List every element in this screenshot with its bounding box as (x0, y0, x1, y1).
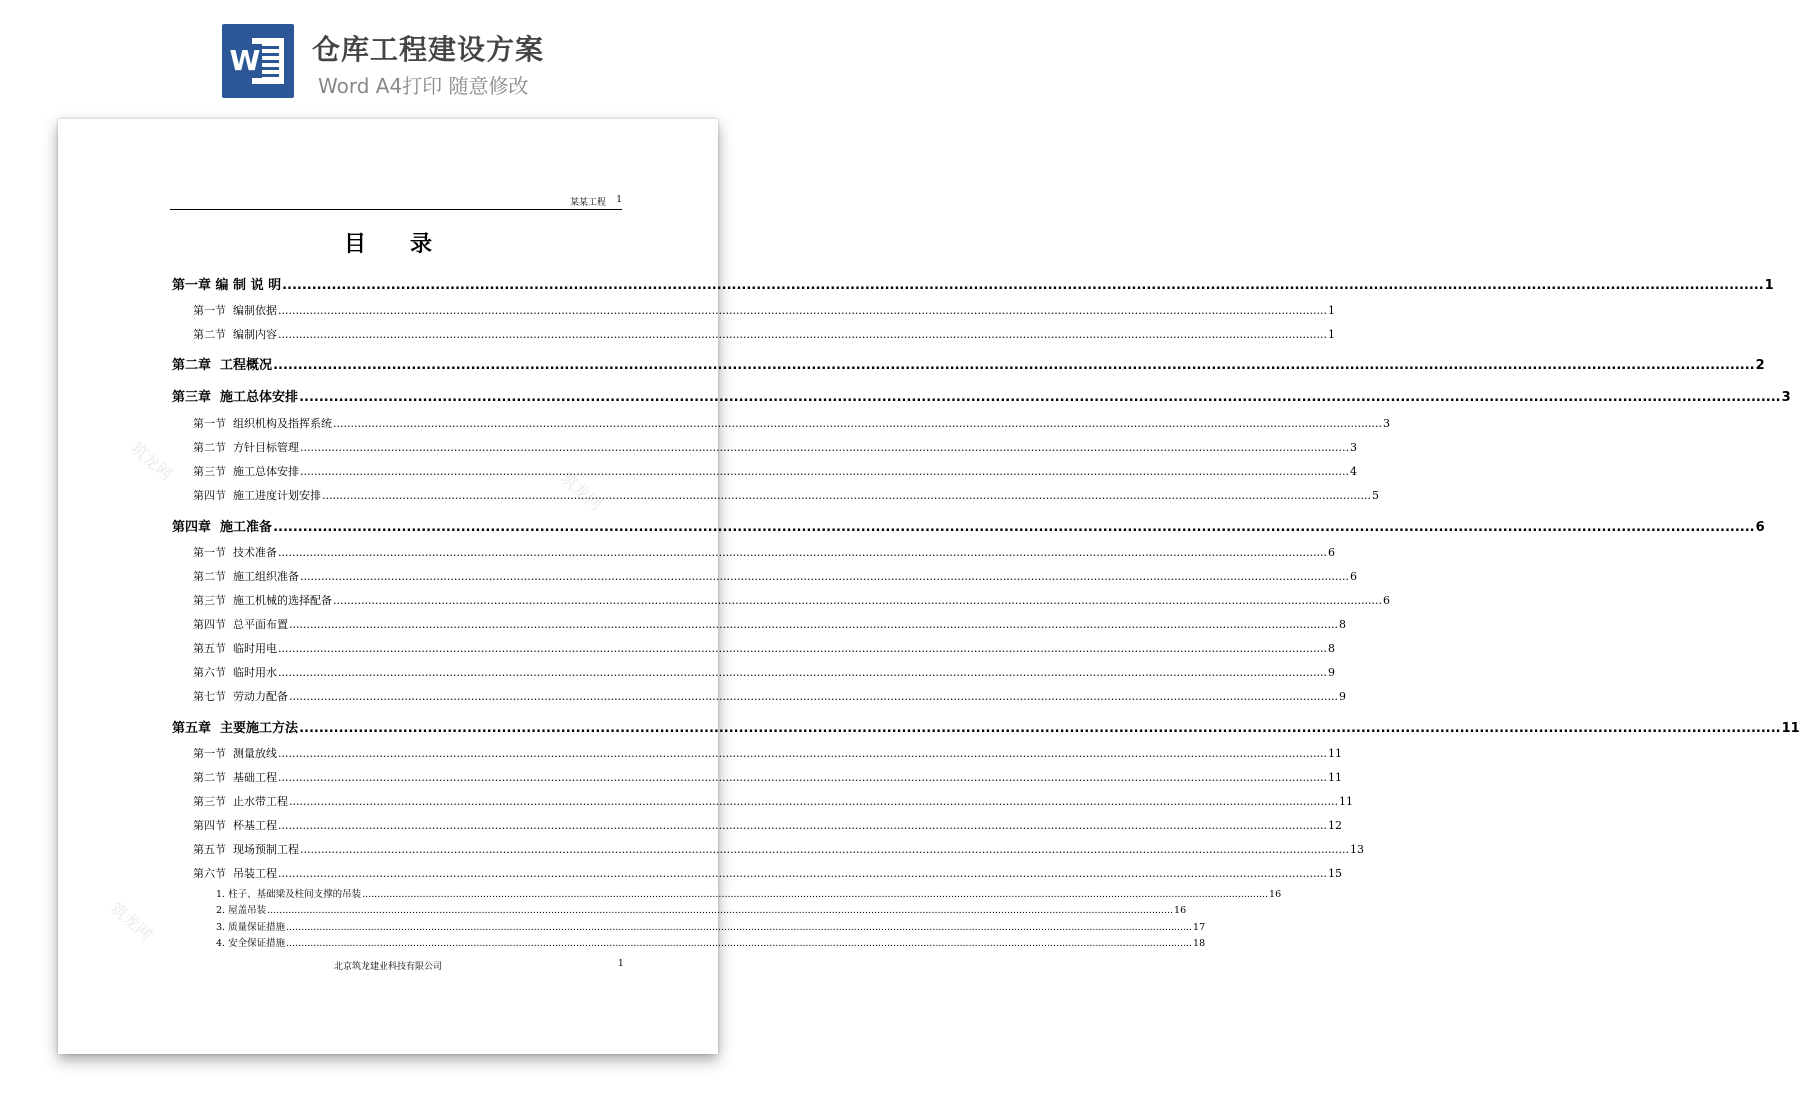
watermark: 筑龙网 (126, 438, 176, 484)
toc-leader-dots: ............................................................................................................................................................................................................................................................................................................ (300, 843, 1349, 856)
toc-entry (172, 386, 1791, 405)
toc-leader-dots: ............................................................................................................................................................................................................................................................................................................ (278, 867, 1327, 880)
toc-entry-text: 1. 柱子、基础梁及柱间支撑的吊装 (216, 889, 362, 900)
toc-leader-dots: ............................................................................................................................................................................................................................................................................................................ (299, 390, 1781, 405)
toc-leader-dots: ............................................................................................................................................................................................................................................................................................................ (282, 278, 1764, 293)
toc-entry (193, 326, 1335, 342)
toc-entry-text: 第二节 编制内容 (193, 328, 277, 341)
banner-title: 仓库工程建设方案 (312, 33, 545, 66)
toc-entry-page: 15 (1327, 867, 1342, 880)
toc-entry-page: 6 (1382, 594, 1390, 607)
watermark: 筑龙网 (106, 898, 156, 944)
toc-entry (193, 865, 1342, 881)
toc-entry-text: 第五节 现场预制工程 (193, 843, 299, 856)
page-header (170, 195, 622, 210)
toc-entry-page: 17 (1193, 922, 1206, 933)
toc-entry (216, 935, 1206, 949)
toc-entry-page: 6 (1327, 546, 1335, 559)
toc-leader-dots: ............................................................................................................................................................................................................................................................................................................ (300, 465, 1349, 478)
toc-entry (172, 717, 1800, 736)
toc-entry-page: 18 (1193, 938, 1206, 949)
toc-entry (193, 302, 1335, 318)
toc-entry-text: 第六节 临时用水 (193, 666, 277, 679)
toc-entry (172, 516, 1765, 535)
toc-entry (193, 745, 1342, 761)
footer-page-number: 1 (618, 959, 624, 969)
toc-leader-dots: ............................................................................................................................................................................................................................................................................................................ (286, 938, 1193, 949)
watermark: 筑龙网 (556, 468, 606, 514)
toc-entry-text: 第一节 技术准备 (193, 546, 277, 559)
toc-entry-page: 1 (1327, 304, 1335, 317)
toc-leader-dots: ............................................................................................................................................................................................................................................................................................................ (278, 304, 1327, 317)
word-logo-icon (222, 24, 294, 98)
toc-entry-page: 2 (1755, 358, 1765, 373)
toc-entry-page: 1 (1327, 328, 1335, 341)
header-text: 某某工程 (569, 198, 606, 208)
toc-entry-page: 9 (1338, 690, 1346, 703)
toc-leader-dots: ............................................................................................................................................................................................................................................................................................................ (267, 905, 1174, 916)
toc-entry-text: 第四章 施工准备 (172, 520, 273, 535)
toc-entry-page: 12 (1327, 819, 1342, 832)
toc-leader-dots: ............................................................................................................................................................................................................................................................................................................ (273, 520, 1755, 535)
toc-entry-page: 3 (1781, 390, 1791, 405)
logo-letter: W (229, 44, 261, 77)
toc-entry (193, 439, 1357, 455)
toc-leader-dots: ............................................................................................................................................................................................................................................................................................................ (299, 721, 1781, 736)
toc-entry (216, 902, 1187, 916)
toc-leader-dots: ............................................................................................................................................................................................................................................................................................................ (289, 618, 1338, 631)
header-page-number: 1 (616, 195, 622, 205)
toc-entry-text: 第六节 吊装工程 (193, 867, 277, 880)
toc-entry-text: 4. 安全保证措施 (216, 938, 286, 949)
toc-entry-text: 第三节 止水带工程 (193, 795, 288, 808)
toc-leader-dots: ............................................................................................................................................................................................................................................................................................................ (286, 922, 1193, 933)
toc-entry-text: 第四节 总平面布置 (193, 618, 288, 631)
toc-entry-page: 11 (1327, 747, 1342, 760)
toc-entry-text: 2. 屋盖吊装 (216, 905, 267, 916)
toc-entry (193, 769, 1342, 785)
toc-entry-text: 第一节 组织机构及指挥系统 (193, 417, 332, 430)
toc-leader-dots: ............................................................................................................................................................................................................................................................................................................ (278, 328, 1327, 341)
toc-entry-page: 11 (1327, 771, 1342, 784)
toc-entry-page: 13 (1349, 843, 1364, 856)
toc-entry (216, 886, 1282, 900)
toc-entry (193, 544, 1335, 560)
toc-leader-dots: ............................................................................................................................................................................................................................................................................................................ (300, 570, 1349, 583)
toc-entry-text: 第四节 施工进度计划安排 (193, 489, 321, 502)
toc-leader-dots: ............................................................................................................................................................................................................................................................................................................ (278, 546, 1327, 559)
toc-entry-page: 8 (1327, 642, 1335, 655)
toc-entry (193, 640, 1335, 656)
toc-entry-page: 3 (1382, 417, 1390, 430)
toc-entry-text: 第二章 工程概况 (172, 358, 273, 373)
toc-entry (193, 463, 1357, 479)
toc-entry-text: 第五章 主要施工方法 (172, 721, 299, 736)
toc-entry (193, 487, 1379, 503)
toc-entry-page: 11 (1338, 795, 1353, 808)
toc-entry (172, 274, 1774, 293)
toc-entry (193, 841, 1364, 857)
toc-entry (193, 616, 1346, 632)
toc-title: 目 录 (343, 232, 432, 257)
toc-leader-dots: ............................................................................................................................................................................................................................................................................................................ (289, 690, 1338, 703)
toc-leader-dots: ............................................................................................................................................................................................................................................................................................................ (322, 489, 1371, 502)
toc-entry (216, 919, 1206, 933)
toc-entry (193, 817, 1342, 833)
footer-company: 北京筑龙建业科技有限公司 (333, 962, 442, 972)
toc-entry-text: 第一章 编 制 说 明 (172, 278, 282, 293)
toc-entry-page: 1 (1764, 278, 1774, 293)
banner (0, 0, 774, 118)
banner-subtitle: Word A4打印 随意修改 (318, 74, 529, 98)
toc-leader-dots: ............................................................................................................................................................................................................................................................................................................ (333, 417, 1382, 430)
toc-leader-dots: ............................................................................................................................................................................................................................................................................................................ (278, 819, 1327, 832)
toc-leader-dots: ............................................................................................................................................................................................................................................................................................................ (300, 441, 1349, 454)
toc-entry-page: 5 (1371, 489, 1379, 502)
toc-entry (193, 688, 1346, 704)
toc-entry (172, 354, 1765, 373)
toc-leader-dots: ............................................................................................................................................................................................................................................................................................................ (362, 889, 1269, 900)
toc-entry-page: 16 (1269, 889, 1282, 900)
toc-entry (193, 568, 1357, 584)
toc-leader-dots: ............................................................................................................................................................................................................................................................................................................ (333, 594, 1382, 607)
toc-entry (193, 415, 1390, 431)
toc-leader-dots: ............................................................................................................................................................................................................................................................................................................ (273, 358, 1755, 373)
toc-entry-text: 第二节 施工组织准备 (193, 570, 299, 583)
toc-entry-text: 第一节 测量放线 (193, 747, 277, 760)
toc-entry (193, 793, 1353, 809)
document-page (58, 119, 1800, 1054)
toc-entry-text: 第五节 临时用电 (193, 642, 277, 655)
toc-entry (193, 664, 1335, 680)
toc-entry-page: 11 (1781, 721, 1800, 736)
toc-entry-page: 4 (1349, 465, 1357, 478)
toc-entry-page: 9 (1327, 666, 1335, 679)
toc-entry-text: 第二节 方针目标管理 (193, 441, 299, 454)
toc-entry-page: 16 (1174, 905, 1187, 916)
toc-entry-text: 3. 质量保证措施 (216, 922, 286, 933)
toc-leader-dots: ............................................................................................................................................................................................................................................................................................................ (278, 642, 1327, 655)
toc-leader-dots: ............................................................................................................................................................................................................................................................................................................ (278, 666, 1327, 679)
toc-entry-text: 第二节 基础工程 (193, 771, 277, 784)
toc-entry-text: 第七节 劳动力配备 (193, 690, 288, 703)
toc-entry-text: 第三章 施工总体安排 (172, 390, 299, 405)
toc-leader-dots: ............................................................................................................................................................................................................................................................................................................ (278, 771, 1327, 784)
toc-leader-dots: ............................................................................................................................................................................................................................................................................................................ (278, 747, 1327, 760)
toc-entry-page: 6 (1755, 520, 1765, 535)
toc-entry-page: 8 (1338, 618, 1346, 631)
toc-leader-dots: ............................................................................................................................................................................................................................................................................................................ (289, 795, 1338, 808)
toc-entry-page: 6 (1349, 570, 1357, 583)
toc-entry-text: 第一节 编制依据 (193, 304, 277, 317)
toc-entry-page: 3 (1349, 441, 1357, 454)
toc-entry-text: 第三节 施工机械的选择配备 (193, 594, 332, 607)
toc-entry-text: 第三节 施工总体安排 (193, 465, 299, 478)
toc-entry (193, 592, 1390, 608)
toc-entry-text: 第四节 杯基工程 (193, 819, 277, 832)
